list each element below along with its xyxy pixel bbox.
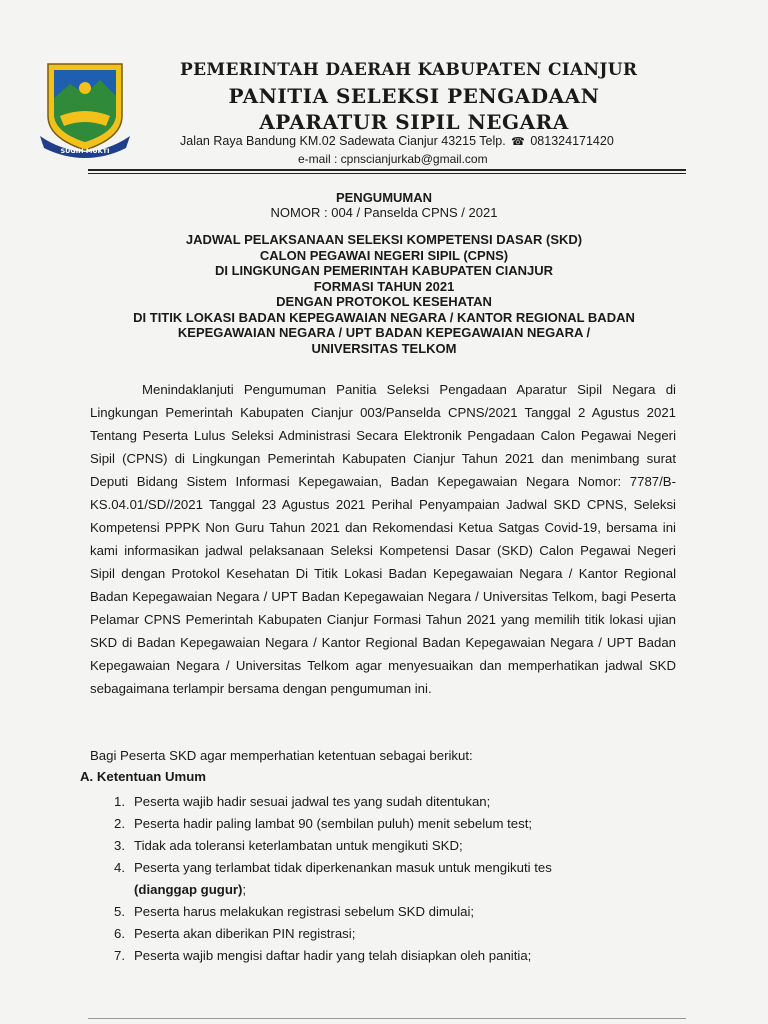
- letterhead-divider-thick: [88, 169, 686, 171]
- list-item: [110, 945, 676, 967]
- list-number: 1.: [114, 794, 125, 809]
- heading-line: JADWAL PELAKSANAAN SELEKSI KOMPETENSI DASAR (SKD): [185, 232, 583, 247]
- list-text-tail: ;: [242, 882, 247, 897]
- letterhead-committee-2: APARATUR SIPIL NEGARA: [259, 110, 569, 134]
- heading-line: FORMASI TAHUN 2021: [313, 278, 455, 294]
- list-text: Peserta hadir paling lambat 90 (sembilan puluh) menit sebelum test;: [134, 816, 533, 831]
- letterhead-address: [180, 134, 614, 148]
- letterhead-divider-thin: [88, 173, 686, 174]
- list-text: Peserta wajib mengisi daftar hadir yang telah disiapkan oleh panitia;: [134, 948, 532, 963]
- list-item: [110, 791, 676, 813]
- announcement-heading: [0, 232, 768, 356]
- telephone-icon: ☎: [511, 136, 525, 148]
- heading-line: DENGAN PROTOKOL KESEHATAN: [276, 294, 492, 309]
- list-item: [110, 923, 676, 945]
- list-number: 7.: [114, 948, 125, 963]
- list-number: 3.: [114, 838, 125, 853]
- list-text: Tidak ada toleransi keterlambatan untuk mengikuti SKD;: [134, 838, 463, 853]
- footer-divider: [88, 1018, 686, 1019]
- address-text: Jalan Raya Bandung KM.02 Sadewata Cianjur 43215 Telp.: [180, 134, 506, 148]
- phone-number: 081324171420: [530, 134, 614, 148]
- section-heading-a: A. Ketentuan Umum: [80, 769, 207, 784]
- announcement-number: NOMOR : 004 / Panselda CPNS / 2021: [270, 205, 498, 220]
- rules-list: [110, 791, 676, 967]
- list-item: [110, 857, 676, 901]
- announcement-title: PENGUMUMAN: [335, 190, 433, 205]
- heading-line: CALON PEGAWAI NEGERI SIPIL (CPNS): [259, 247, 509, 263]
- list-text: Peserta harus melakukan registrasi sebelum SKD dimulai;: [134, 904, 475, 919]
- heading-line: UNIVERSITAS TELKOM: [311, 340, 457, 356]
- heading-line: DI LINGKUNGAN PEMERINTAH KABUPATEN CIANJUR: [215, 263, 553, 278]
- letterhead-government: PEMERINTAH DAERAH KABUPATEN CIANJUR: [180, 60, 638, 80]
- list-number: 2.: [114, 816, 125, 831]
- heading-line: DI TITIK LOKASI BADAN KEPEGAWAIAN NEGARA / KANTOR REGIONAL BADAN: [133, 309, 635, 325]
- list-text: Peserta akan diberikan PIN registrasi;: [134, 926, 356, 941]
- letterhead-committee: PANITIA SELEKSI PENGADAAN: [228, 84, 600, 108]
- list-item: [110, 835, 676, 857]
- letterhead-email: e-mail : cpnscianjurkab@gmail.com: [298, 152, 488, 166]
- list-number: 6.: [114, 926, 125, 941]
- list-text: Peserta yang terlambat tidak diperkenankan masuk untuk mengikuti tes: [134, 860, 552, 875]
- heading-line: KEPEGAWAIAN NEGARA / UPT BADAN KEPEGAWAIAN NEGARA /: [177, 325, 591, 340]
- cianjur-regency-logo: [40, 58, 130, 158]
- list-number: 4.: [114, 860, 125, 875]
- list-number: 5.: [114, 904, 125, 919]
- list-text: Peserta wajib hadir sesuai jadwal tes yang sudah ditentukan;: [134, 794, 491, 809]
- list-item: [110, 813, 676, 835]
- list-item: [110, 901, 676, 923]
- logo-motto: SUGIH MUKTI: [60, 147, 110, 155]
- body-intro: Bagi Peserta SKD agar memperhatian ketentuan sebagai berikut:: [90, 748, 473, 763]
- body-paragraph: Menindaklanjuti Pengumuman Panitia Seleksi Pengadaan Aparatur Sipil Negara di Lingkungan Pemerintah Kabupaten Cianjur 003/Panselda CPNS/2021 Tanggal 2 Agustus 2021 Tentang Peserta Lulus Seleksi Administrasi Secara Elektronik Pengadaan Calon Pegawai Negeri Sipil (CPNS) di Lingkungan Pemerintah Kabupaten Cianjur Tahun 2021 dan menimbang surat Deputi Bidang Sistem Informasi Kepegawaian, Badan Kepegawaian Negara Nomor: 7787/B-KS.04.01/SD//2021 Tanggal 23 Agustus 2021 Perihal Penyampaian Jadwal SKD CPNS, Seleksi Kompetensi PPPK Non Guru Tahun 2021 dan Rekomendasi Ketua Satgas Covid-19, bersama ini kami informasikan jadwal pelaksanaan Seleksi Kompetensi Dasar (SKD) Calon Pegawai Negeri Sipil dengan Protokol Kesehatan Di Titik Lokasi Badan Kepegawaian Negara / Kantor Regional Badan Kepegawaian Negara / UPT Badan Kepegawaian Negara / Universitas Telkom, bagi Peserta Pelamar CPNS Pemerintah Kabupaten Cianjur Formasi Tahun 2021 yang memilih titik lokasi ujian SKD di Badan Kepegawaian Negara / Kantor Regional Badan Kepegawaian Negara / UPT Badan Kepegawaian Negara / Universitas Telkom agar menyesuaikan dan memperhatikan jadwal SKD sebagaimana terlampir bersama dengan pengumuman ini.: [90, 382, 676, 696]
- list-text-bold: (dianggap gugur): [134, 882, 243, 897]
